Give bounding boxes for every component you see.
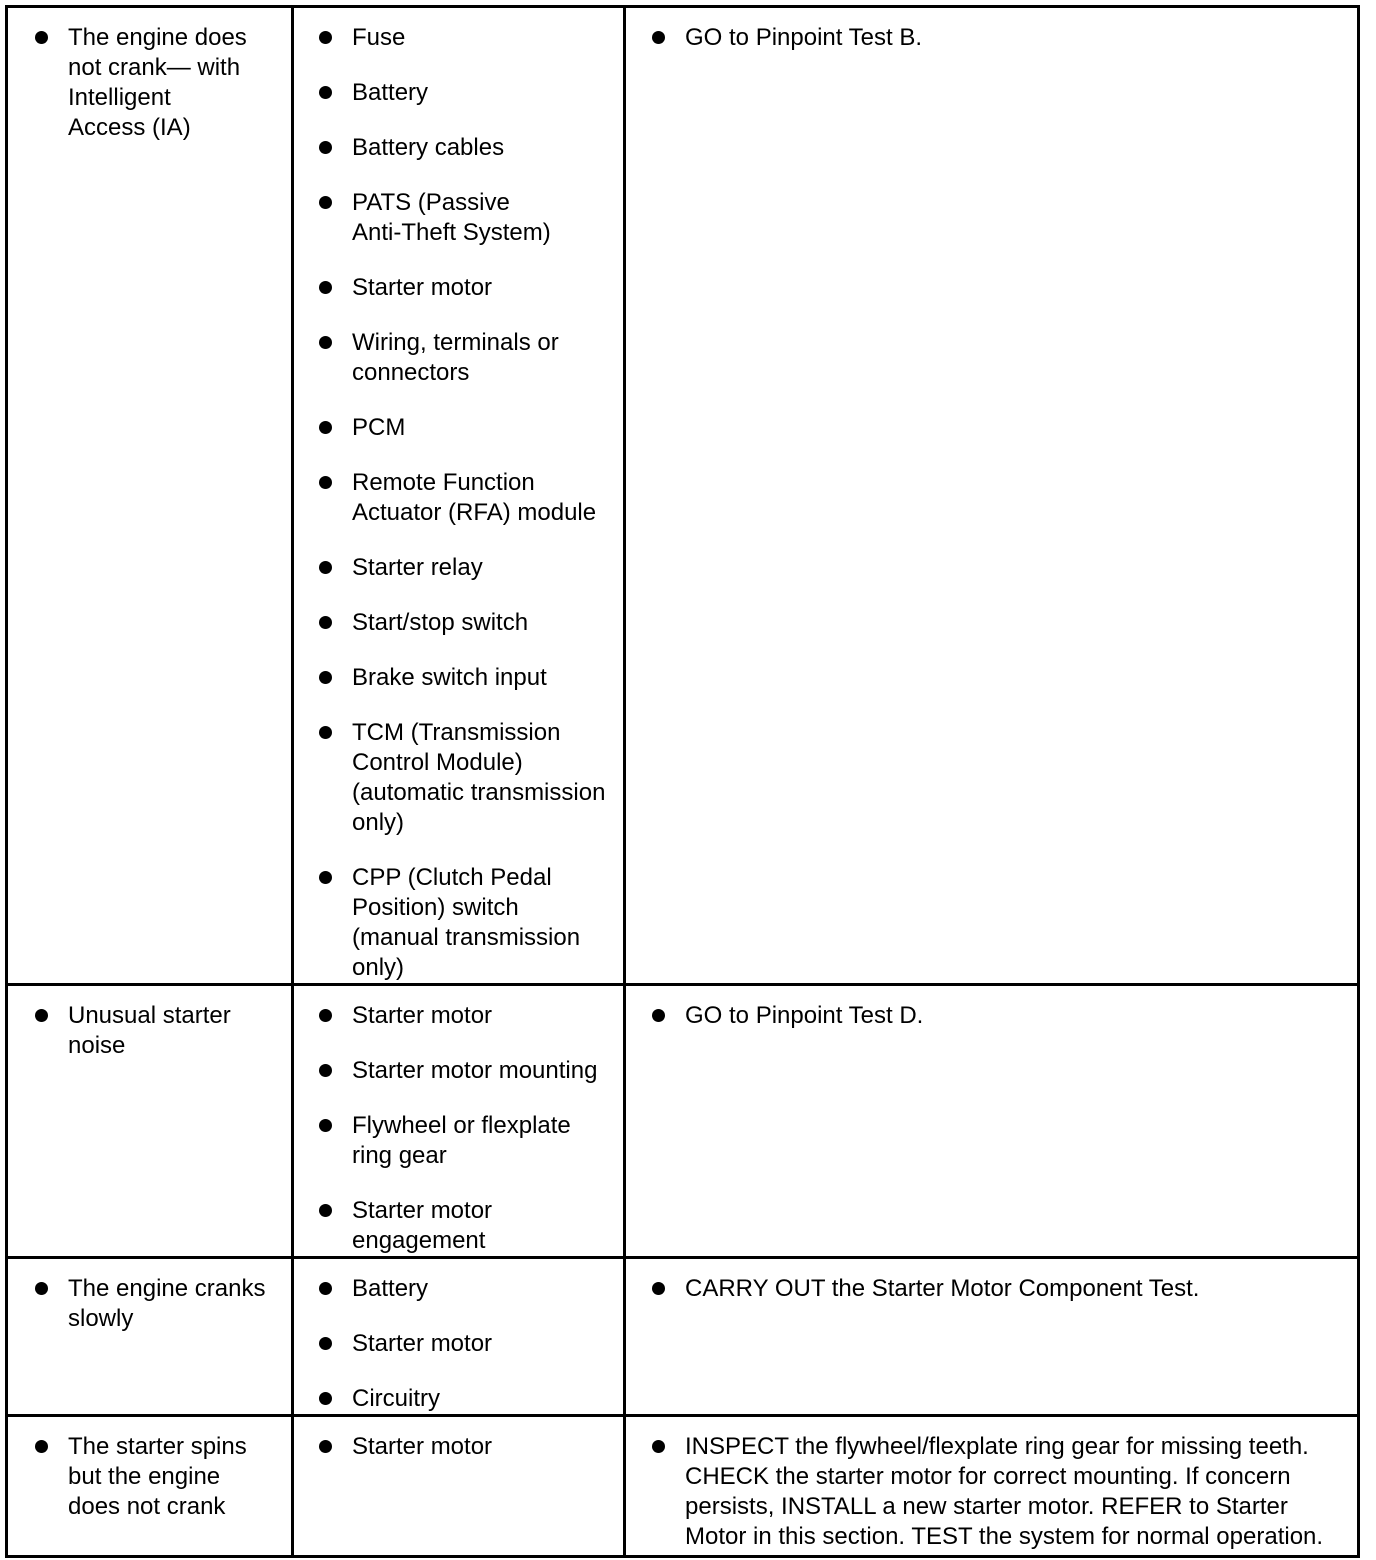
- source-text: Battery: [352, 79, 429, 106]
- source-text: Remote Function Actuator (RFA) module: [352, 469, 597, 526]
- bullet-icon: [652, 1282, 665, 1295]
- bullet-icon: [319, 1337, 332, 1350]
- source-text: Starter motor: [352, 274, 493, 301]
- list-item: [294, 1196, 623, 1256]
- action-cell: [625, 1258, 1359, 1416]
- possible-sources-cell: [293, 1416, 625, 1557]
- condition-text: The starter spins but the engine does not crank: [68, 1433, 247, 1520]
- bullet-icon: [319, 1009, 332, 1022]
- source-text: Starter motor mounting: [352, 1057, 598, 1084]
- action-text: GO to Pinpoint Test B.: [685, 24, 923, 51]
- bullet-icon: [319, 1392, 332, 1405]
- bullet-icon: [319, 726, 332, 739]
- list-item: [294, 863, 623, 983]
- bullet-icon: [319, 1064, 332, 1077]
- bullet-icon: [319, 421, 332, 434]
- source-text: Wiring, terminals or connectors: [352, 329, 559, 386]
- bullet-icon: [652, 1009, 665, 1022]
- condition-text: The engine does not crank— with Intelligent Access (IA): [68, 24, 247, 141]
- list-item: [294, 1432, 623, 1462]
- action-cell: [625, 985, 1359, 1258]
- source-text: Starter relay: [352, 554, 483, 581]
- source-text: Battery: [352, 1275, 429, 1302]
- source-text: Starter motor engagement: [352, 1197, 493, 1254]
- source-text: Battery cables: [352, 134, 505, 161]
- possible-sources-cell: [293, 985, 625, 1258]
- condition-cell: [7, 7, 293, 985]
- action-text: CARRY OUT the Starter Motor Component Test.: [685, 1275, 1200, 1302]
- list-item: [294, 188, 623, 248]
- bullet-icon: [319, 671, 332, 684]
- source-text: Fuse: [352, 24, 406, 51]
- possible-sources-cell: [293, 7, 625, 985]
- list-item: [294, 1056, 623, 1086]
- bullet-icon: [319, 141, 332, 154]
- source-text: Start/stop switch: [352, 609, 529, 636]
- bullet-icon: [319, 561, 332, 574]
- bullet-icon: [319, 31, 332, 44]
- list-item: [294, 328, 623, 388]
- list-item: [626, 1001, 1357, 1031]
- bullet-icon: [319, 871, 332, 884]
- list-item: [294, 553, 623, 583]
- source-text: Starter motor: [352, 1433, 493, 1460]
- bullet-icon: [319, 616, 332, 629]
- list-item: [294, 23, 623, 53]
- source-text: Flywheel or flexplate ring gear: [352, 1112, 571, 1169]
- list-item: [294, 468, 623, 528]
- action-text: GO to Pinpoint Test D.: [685, 1002, 924, 1029]
- possible-sources-cell: [293, 1258, 625, 1416]
- list-item: [294, 133, 623, 163]
- list-item: [294, 718, 623, 838]
- action-text: INSPECT the flywheel/flexplate ring gear for missing teeth. CHECK the starter motor for correct mounting. If concern persists, INSTALL a new starter motor. REFER to Starter Motor in this section. TEST the system for normal operation.: [685, 1433, 1324, 1550]
- list-item: [294, 413, 623, 443]
- source-text: Starter motor: [352, 1002, 493, 1029]
- bullet-icon: [319, 1440, 332, 1453]
- bullet-icon: [319, 1282, 332, 1295]
- bullet-icon: [319, 86, 332, 99]
- bullet-icon: [35, 31, 48, 44]
- list-item: [8, 1432, 291, 1522]
- action-cell: [625, 1416, 1359, 1557]
- action-cell: [625, 7, 1359, 985]
- list-item: [294, 78, 623, 108]
- list-item: [294, 1329, 623, 1359]
- condition-cell: [7, 985, 293, 1258]
- list-item: [626, 1274, 1357, 1304]
- table-row: [7, 7, 1359, 985]
- list-item: [294, 1274, 623, 1304]
- source-text: Starter motor: [352, 1330, 493, 1357]
- condition-text: The engine cranks slowly: [68, 1275, 266, 1332]
- table-row: [7, 1416, 1359, 1557]
- source-text: Brake switch input: [352, 664, 547, 691]
- list-item: [294, 608, 623, 638]
- list-item: [626, 23, 1357, 53]
- list-item: [294, 663, 623, 693]
- bullet-icon: [652, 31, 665, 44]
- list-item: [8, 1001, 291, 1061]
- bullet-icon: [319, 336, 332, 349]
- list-item: [8, 23, 291, 143]
- bullet-icon: [35, 1440, 48, 1453]
- symptom-chart-table: [5, 5, 1360, 1558]
- bullet-icon: [652, 1440, 665, 1453]
- source-text: Circuitry: [352, 1385, 440, 1412]
- source-text: TCM (Transmission Control Module) (automatic transmission only): [352, 719, 606, 836]
- list-item: [626, 1432, 1357, 1552]
- bullet-icon: [319, 1204, 332, 1217]
- source-text: PCM: [352, 414, 406, 441]
- list-item: [8, 1274, 291, 1334]
- list-item: [294, 273, 623, 303]
- bullet-icon: [319, 1119, 332, 1132]
- bullet-icon: [319, 281, 332, 294]
- source-text: PATS (Passive Anti-Theft System): [352, 189, 551, 246]
- bullet-icon: [319, 196, 332, 209]
- bullet-icon: [319, 476, 332, 489]
- bullet-icon: [35, 1009, 48, 1022]
- condition-text: Unusual starter noise: [68, 1002, 231, 1059]
- list-item: [294, 1384, 623, 1414]
- source-text: CPP (Clutch Pedal Position) switch (manual transmission only): [352, 864, 581, 981]
- table-row: [7, 1258, 1359, 1416]
- condition-cell: [7, 1258, 293, 1416]
- list-item: [294, 1001, 623, 1031]
- table-row: [7, 985, 1359, 1258]
- condition-cell: [7, 1416, 293, 1557]
- bullet-icon: [35, 1282, 48, 1295]
- list-item: [294, 1111, 623, 1171]
